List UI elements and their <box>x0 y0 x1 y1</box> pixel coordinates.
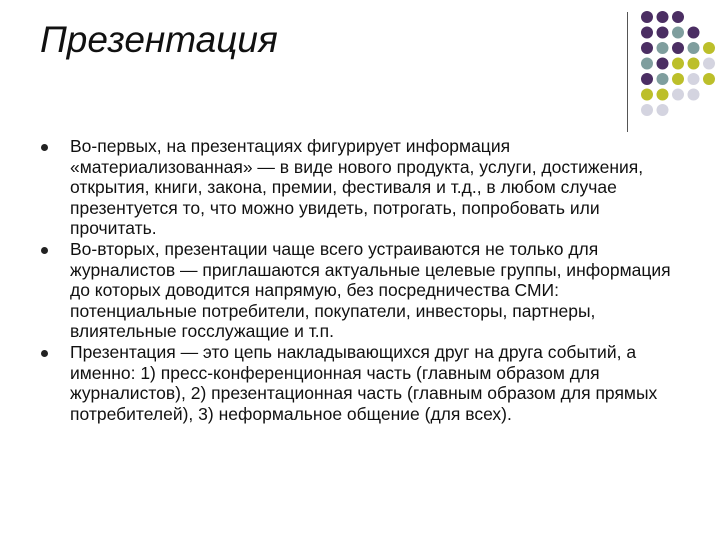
decorative-dot <box>703 73 715 85</box>
bullet-list <box>40 136 680 424</box>
bullet-text: Во-вторых, презентации чаще всего устраиваются не только для журналистов — приглашаются актуальные целевые группы, информация до которых доводится напрямую, без посредничества СМИ: потенциальные потребители, покупатели, инвесторы, партнеры, влиятельные госслужащие и т.п. <box>70 238 671 342</box>
decorative-dot <box>672 11 684 23</box>
bullet-item <box>40 239 680 342</box>
decorative-dot <box>657 73 669 85</box>
bullet-text: Во-первых, на презентациях фигурирует информация «материализованная» — в виде нового продукта, услуги, достижения, открытия, книги, закона, премии, фестиваля и т.д., в любом случае презентуется то, что можно увидеть, потрогать, попробовать или прочитать. <box>70 136 644 239</box>
decorative-dot <box>672 42 684 54</box>
decorative-dot <box>688 58 700 70</box>
bullet-item <box>40 342 680 424</box>
decorative-dot <box>672 58 684 70</box>
decorative-dot <box>641 42 653 54</box>
divider-line <box>627 12 628 132</box>
bullet-icon <box>41 247 48 254</box>
decorative-dot <box>657 11 669 23</box>
decorative-dot <box>657 104 669 116</box>
decorative-dot <box>641 11 653 23</box>
bullet-item <box>40 136 680 239</box>
bullet-text: Презентация — это цепь накладывающихся друг на друга событий, а именно: 1) пресс-конференционная часть (главным образом для журналистов), 2) презентационная часть (главным образом для прямых потребителей), 3) неформальное общение (для всех). <box>70 341 658 424</box>
slide-title: Презентация <box>40 19 278 60</box>
decorative-dot <box>672 73 684 85</box>
decorative-dot <box>688 89 700 101</box>
decorative-dot <box>641 104 653 116</box>
decorative-dot <box>688 27 700 39</box>
decorative-dot <box>641 27 653 39</box>
decorative-dot <box>703 42 715 54</box>
decorative-dot <box>657 27 669 39</box>
decorative-dot <box>641 73 653 85</box>
decorative-dot <box>641 89 653 101</box>
bullet-icon <box>41 144 48 151</box>
decorative-dot <box>688 73 700 85</box>
decorative-dot <box>641 58 653 70</box>
decorative-dot <box>672 89 684 101</box>
decorative-dot <box>657 42 669 54</box>
bullet-icon <box>41 350 48 357</box>
decorative-dot <box>657 58 669 70</box>
decorative-dot <box>703 58 715 70</box>
decorative-dot <box>672 27 684 39</box>
decorative-dot <box>657 89 669 101</box>
decorative-dot <box>688 42 700 54</box>
